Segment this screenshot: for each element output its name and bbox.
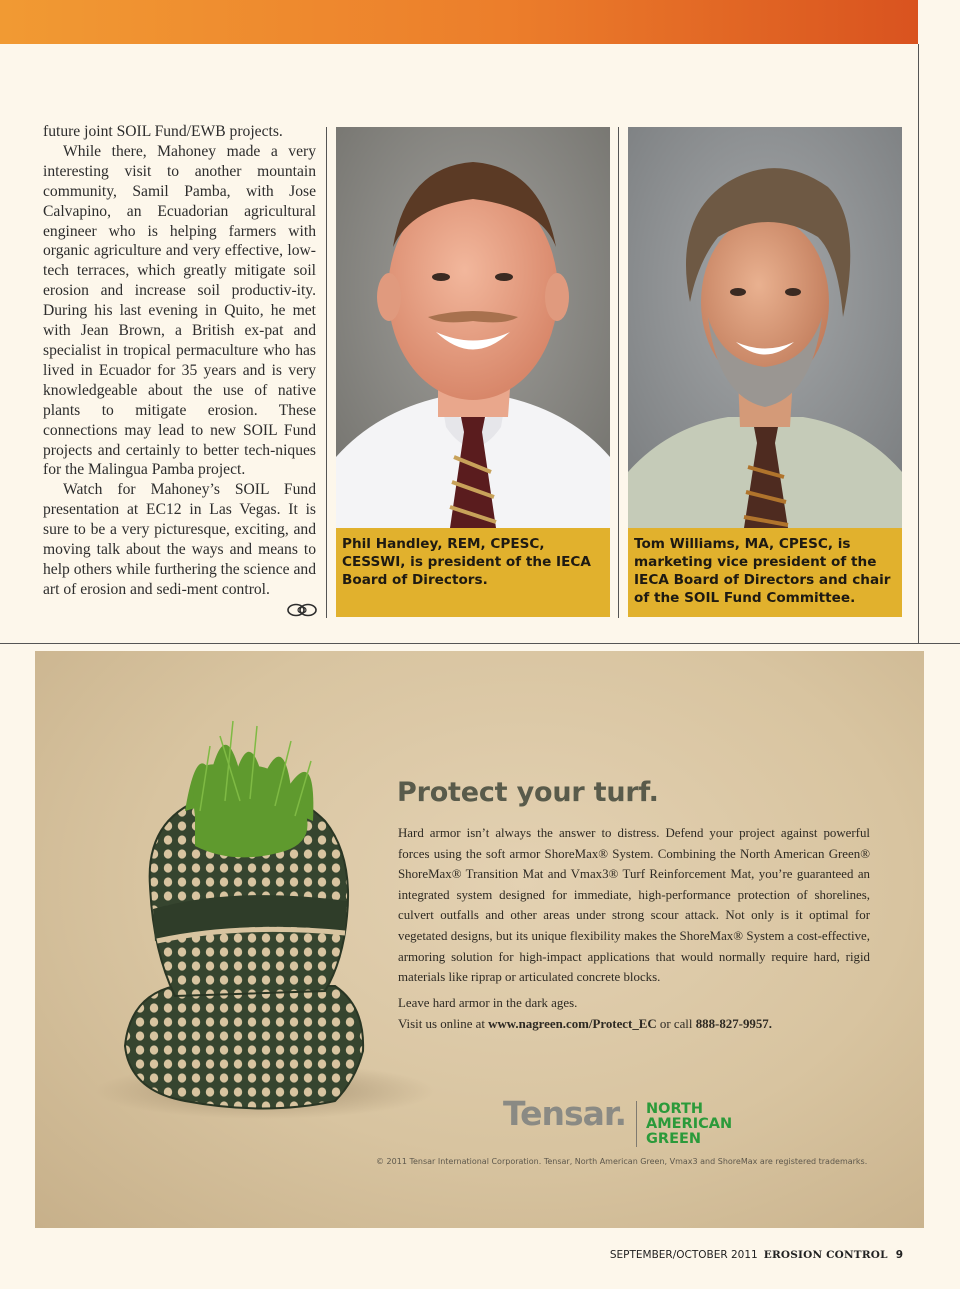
ad-visit-prefix: Visit us online at [398,1017,489,1031]
article-body [43,122,316,600]
column-divider [618,127,619,618]
column-divider [326,127,327,618]
advertisement [35,651,924,1228]
photo-caption: Tom Williams, MA, CPESC, is marketing vice president of the IECA Board of Directors and chair of the SOIL Fund Committee. [628,528,902,617]
tensar-logo: Tensar. [503,1094,627,1133]
section-divider [0,643,960,644]
logo-word: NORTH [646,1101,704,1117]
portrait-photo [336,127,610,528]
article-paragraph: future joint SOIL Fund/EWB projects. [43,123,283,140]
issue-date: SEPTEMBER/OCTOBER 2011 [609,1249,758,1261]
ad-contact-line [398,1017,772,1032]
photo-card-phil-handley [336,127,610,617]
header-color-band [0,0,918,44]
page-footer [610,1249,903,1261]
portrait-photo [628,127,902,528]
ad-phone: 888-827-9957. [695,1017,772,1031]
north-american-green-logo [646,1102,732,1147]
ad-body-text: Hard armor isn’t always the answer to distress. Defend your project against powerful forces using the soft armor ShoreMax® System. Combining the North American Green® ShoreMax® Transition Mat and Vmax3® Turf Reinforcement Mat, you’re guaranteed an integrated system designed for immediate, high-performance protection of shorelines, culvert outfalls and other areas under strong scour attack. Not only is it optimal for vegetated designs, but its unique flexibility makes the ShoreMax® System a cost-effective, armoring solution for high-impact applications that would normally require hard, rigid materials like riprap or articulated concrete blocks. [398,826,870,985]
ad-visit-mid: or call [656,1017,696,1031]
page-number: 9 [895,1249,903,1261]
magazine-name: EROSION CONTROL [763,1249,888,1261]
logo-word: GREEN [646,1131,702,1147]
article-end-mark-icon [286,603,318,617]
photo-card-tom-williams [628,127,902,617]
ad-url-link[interactable]: www.nagreen.com/Protect_EC [488,1017,657,1031]
ad-headline: Protect your turf. [397,777,659,808]
ad-legal-notice: © 2011 Tensar International Corporation. Tensar, North American Green, Vmax3 and ShoreMax are registered trademarks. [376,1157,868,1166]
ad-body-copy [398,823,870,988]
article-paragraph: While there, Mahoney made a very interesting visit to another mountain community, Samil Pamba, with Jose Calvapino, an Ecuadorian agricultural engineer who is helping farmers with organic agriculture and very effective, low-tech terraces, which greatly mitigate soil erosion and increase soil productiv-ity. During his last evening in Quito, he met with Jean Brown, a British ex-pat and specialist in tropical permaculture who has lived in Ecuador for 35 years and is very knowledgeable about the use of native plants to mitigate erosion. These connections may lead to new SOIL Fund projects and certainly to better tech-niques for the Malingua Pamba project. [43,142,316,479]
photo-caption: Phil Handley, REM, CPESC, CESSWI, is president of the IECA Board of Directors. [336,528,610,617]
ad-tagline: Leave hard armor in the dark ages. [398,996,578,1010]
article-paragraph: Watch for Mahoney’s SOIL Fund presentation at EC12 in Las Vegas. It is sure to be a very picturesque, exciting, and moving talk about the ways and means to help others while furthering the science and art of erosion and sedi-ment control. [43,481,316,598]
logo-word: AMERICAN [646,1116,733,1132]
right-column-rule [918,44,919,644]
logo-divider [636,1101,637,1147]
